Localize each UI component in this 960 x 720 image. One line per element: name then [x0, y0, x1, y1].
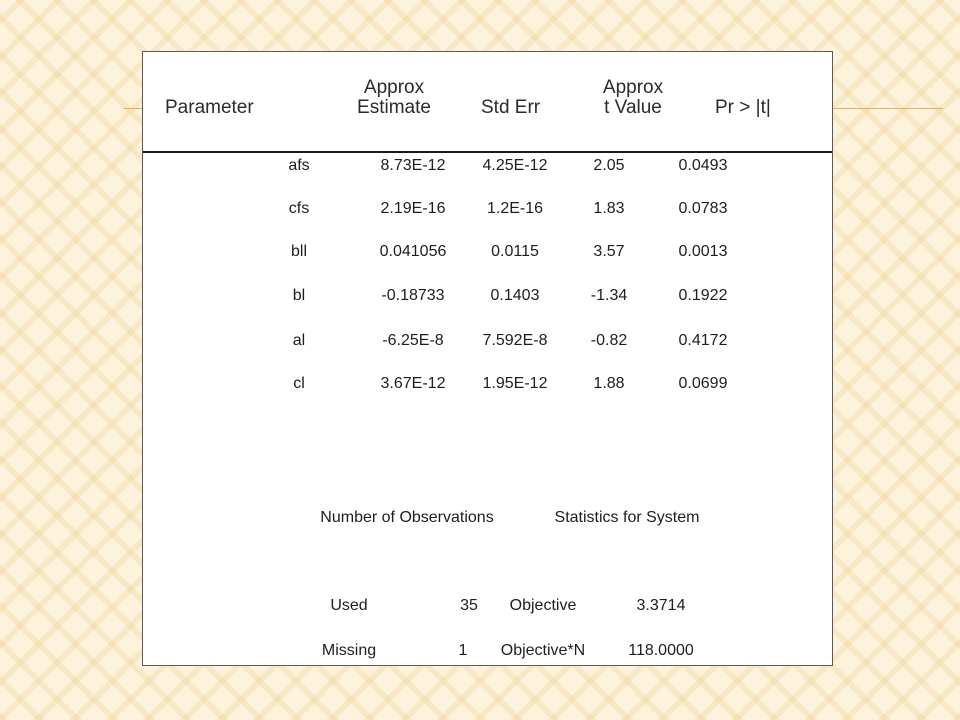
cell-std-err: 0.1403 — [490, 287, 540, 304]
observation-count: 1 — [458, 642, 468, 659]
cell-std-err: 7.592E-8 — [482, 332, 548, 349]
cell-pr: 0.0699 — [678, 375, 728, 392]
cell-t-value: -1.34 — [590, 287, 628, 304]
cell-t-value: 1.83 — [593, 200, 625, 217]
cell-pr: 0.1922 — [678, 287, 728, 304]
cell-parameter: bl — [292, 287, 306, 304]
output-panel — [142, 51, 833, 666]
cell-parameter: bll — [290, 243, 308, 260]
cell-t-value: 3.57 — [593, 243, 625, 260]
cell-estimate: 0.041056 — [379, 243, 447, 260]
cell-estimate: -6.25E-8 — [382, 332, 444, 349]
cell-t-value: 2.05 — [593, 157, 625, 174]
statistic-value: 118.0000 — [628, 642, 694, 659]
header-pr: Pr > |t| — [715, 97, 771, 118]
statistic-label: Objective*N — [500, 642, 586, 659]
cell-pr: 0.0783 — [678, 200, 728, 217]
observation-label: Used — [330, 597, 368, 614]
observations-heading: Number of Observations — [320, 509, 494, 526]
cell-estimate: 2.19E-16 — [380, 200, 446, 217]
cell-parameter: afs — [288, 157, 310, 174]
statistics-heading: Statistics for System — [554, 509, 700, 526]
table-header — [143, 52, 832, 153]
cell-std-err: 0.0115 — [491, 243, 539, 260]
header-parameter: Parameter — [165, 97, 254, 118]
cell-t-value: -0.82 — [590, 332, 628, 349]
cell-pr: 0.4172 — [678, 332, 728, 349]
cell-parameter: al — [292, 332, 306, 349]
header-std-err: Std Err — [481, 97, 541, 118]
decorative-accent-line — [124, 108, 144, 109]
cell-std-err: 1.95E-12 — [482, 375, 548, 392]
cell-parameter: cfs — [288, 200, 310, 217]
cell-std-err: 1.2E-16 — [486, 200, 544, 217]
cell-pr: 0.0493 — [678, 157, 728, 174]
cell-t-value: 1.88 — [593, 375, 625, 392]
header-estimate: Approx Estimate — [357, 77, 431, 118]
header-t-value: Approx t Value — [602, 77, 664, 118]
statistic-value: 3.3714 — [636, 597, 686, 614]
cell-parameter: cl — [293, 375, 305, 392]
cell-estimate: 8.73E-12 — [380, 157, 446, 174]
cell-std-err: 4.25E-12 — [482, 157, 548, 174]
cell-estimate: 3.67E-12 — [380, 375, 446, 392]
cell-estimate: -0.18733 — [381, 287, 445, 304]
decorative-accent-line — [833, 108, 943, 109]
cell-pr: 0.0013 — [678, 243, 728, 260]
observation-label: Missing — [321, 642, 377, 659]
statistic-label: Objective — [509, 597, 577, 614]
observation-count: 35 — [460, 597, 478, 614]
